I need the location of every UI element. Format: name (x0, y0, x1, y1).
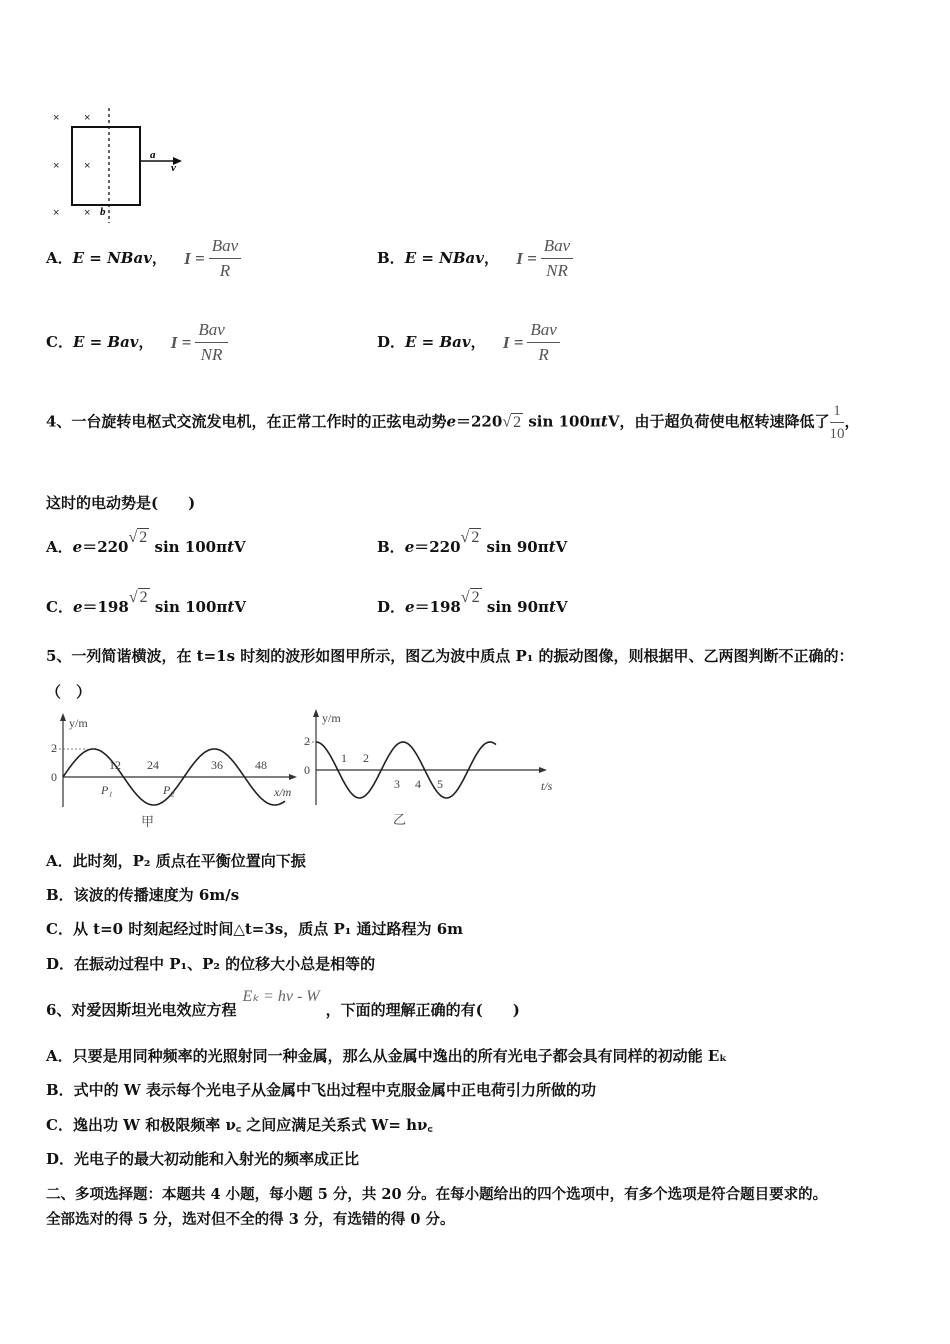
q3-figure (45, 105, 195, 225)
tick-t: 4 (415, 777, 421, 791)
origin-label: 0 (304, 763, 310, 777)
q4-option-c[interactable]: C．e＝198√ 2 sin 100πtV (46, 589, 246, 616)
q6-option-a[interactable]: A．只要是用同种频率的光照射同一种金属，那么从金属中逸出的所有光电子都会具有同样的初动能 Eₖ (46, 1047, 728, 1065)
tick-x: 48 (255, 758, 267, 772)
section2-instructions: 全部选对的得 5 分，选对但不全的得 3 分，有选错的得 0 分。 (46, 1211, 455, 1228)
q3-option-a[interactable]: A．E = NBav， I = $\frac{\text{Bav}}{R}$ (46, 236, 241, 282)
field-cross: × (53, 112, 60, 124)
field-cross: × (84, 160, 91, 172)
field-cross: × (53, 207, 60, 219)
q5-bracket: （ ） (46, 683, 92, 701)
origin-label: 0 (51, 770, 57, 784)
label-a: a (150, 149, 156, 161)
q6-option-d[interactable]: D．光电子的最大初动能和入射光的频率成正比 (46, 1150, 360, 1168)
y-axis-label: y/m (322, 711, 341, 725)
tick-x: 24 (147, 758, 159, 772)
q4-option-d[interactable]: D．e＝198√ 2 sin 90πtV (377, 589, 568, 616)
field-cross: × (84, 207, 91, 219)
q3-option-d[interactable]: D．E = Bav， I = $\frac{\text{Bav}}{R}$ (377, 320, 560, 366)
q4-option-a[interactable]: A．e＝220√ 2 sin 100πtV (46, 529, 246, 556)
q5-option-d[interactable]: D．在振动过程中 P₁、P₂ 的位移大小总是相等的 (46, 955, 376, 973)
point-p1: P₁ (101, 783, 113, 797)
field-cross: × (53, 160, 60, 172)
t-axis-label: t/s (541, 779, 553, 793)
caption-yi: 乙 (393, 812, 407, 827)
q3-option-c[interactable]: C．E = Bav， I = $\frac{\text{Bav}}{NR}$ (46, 320, 228, 366)
point-p2: P₂ (163, 783, 175, 797)
q4-stem: 4、一台旋转电枢式交流发电机，在正常工作时的正弦电动势e＝220√ 2 sin 100πtV，由于超负荷使电枢转速降低了 $\frac{1}{10}$ ， (46, 403, 860, 442)
tick-t: 1 (341, 751, 347, 765)
field-cross: × (84, 112, 91, 124)
q6-option-b[interactable]: B．式中的 W 表示每个光电子从金属中飞出过程中克服金属中正电荷引力所做的功 (46, 1081, 596, 1099)
section2-heading: 二、多项选择题：本题共 4 小题，每小题 5 分，共 20 分。在每小题给出的四个选项中，有多个选项是符合题目要求的。 (46, 1186, 828, 1203)
tick-t: 3 (394, 777, 400, 791)
q6-formula: Eₖ = hν - W (242, 988, 320, 1005)
coil-loop (72, 127, 140, 205)
tick-y-2: 2 (304, 734, 310, 748)
q5-option-b[interactable]: B．该波的传播速度为 6m/s (46, 886, 240, 904)
tick-t: 2 (363, 751, 369, 765)
vibration-graph-yi (298, 708, 563, 832)
q6-stem: 6、对爱因斯坦光电效应方程Eₖ = hν - W，下面的理解正确的有( ) (46, 988, 520, 1019)
q5-stem: 5、一列简谐横波，在 t=1s 时刻的波形如图甲所示，图乙为波中质点 P₁ 的振动图像，则根据甲、乙两图判断不正确的： (46, 647, 854, 665)
q5-option-c[interactable]: C．从 t=0 时刻起经过时间△t=3s，质点 P₁ 通过路程为 6m (46, 920, 464, 938)
y-axis-label: y/m (69, 716, 88, 730)
q5-option-a[interactable]: A．此时刻，P₂ 质点在平衡位置向下振 (46, 852, 306, 870)
q4-line2: 这时的电动势是( ) (46, 494, 196, 512)
tick-x: 12 (109, 758, 121, 772)
caption-jia: 甲 (141, 814, 155, 829)
label-v: v (171, 162, 176, 174)
label-b: b (100, 206, 106, 218)
tick-y-2: 2 (51, 741, 57, 755)
q3-option-b[interactable]: B．E = NBav， I = $\frac{\text{Bav}}{NR}$ (377, 236, 573, 282)
tick-x: 36 (211, 758, 223, 772)
q6-option-c[interactable]: C．逸出功 W 和极限频率 ν꜀ 之间应满足关系式 W= hν꜀ (46, 1116, 433, 1134)
q4-option-b[interactable]: B．e＝220√ 2 sin 90πtV (377, 529, 568, 556)
tick-t: 5 (437, 777, 443, 791)
wave-graph-jia (45, 712, 300, 832)
x-axis-label: x/m (274, 785, 292, 799)
